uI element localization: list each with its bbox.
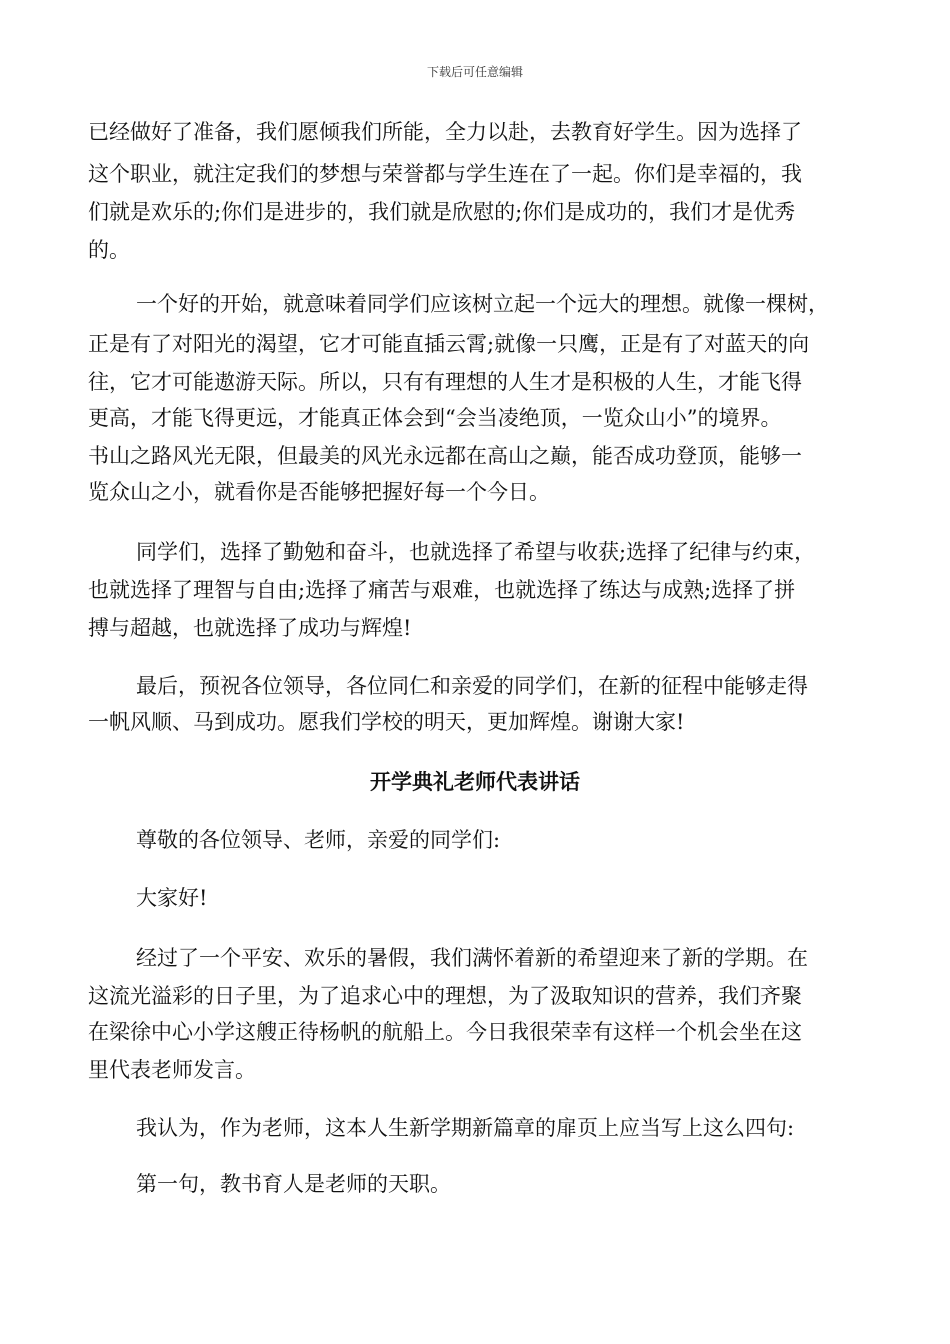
text-line: 一个好的开始，就意味着同学们应该树立起一个远大的理想。就像一棵树， — [136, 292, 829, 316]
text-line: 也就选择了理智与自由;选择了痛苦与艰难，也就选择了练达与成熟;选择了拼 — [88, 578, 796, 602]
text-line: 里代表老师发言。 — [88, 1058, 256, 1082]
text-line: 经过了一个平安、欢乐的暑假，我们满怀着新的希望迎来了新的学期。在 — [136, 946, 808, 970]
page-header: 下载后可任意编辑 — [426, 65, 523, 79]
text-line: 我认为，作为老师，这本人生新学期新篇章的扉页上应当写上这么四句: — [136, 1116, 795, 1140]
text-line: 览众山之小，就看你是否能够把握好每一个今日。 — [88, 480, 550, 504]
text-line: 更高，才能飞得更远，才能真正体会到“会当凌绝顶，一览众山小”的境界。 — [88, 406, 782, 430]
text-line: 已经做好了准备，我们愿倾我们所能，全力以赴，去教育好学生。因为选择了 — [88, 120, 802, 144]
text-line: 最后，预祝各位领导，各位同仁和亲爱的同学们，在新的征程中能够走得 — [136, 674, 808, 698]
text-line: 搏与超越，也就选择了成功与辉煌! — [88, 616, 412, 640]
text-line: 一帆风顺、马到成功。愿我们学校的明天，更加辉煌。谢谢大家! — [88, 710, 685, 734]
text-line: 这流光溢彩的日子里，为了追求心中的理想，为了汲取知识的营养，我们齐聚 — [88, 984, 802, 1008]
text-line: 们就是欢乐的;你们是进步的，我们就是欣慰的;你们是成功的，我们才是优秀 — [88, 200, 796, 224]
text-line: 正是有了对阳光的渴望，它才可能直插云霄;就像一只鹰，正是有了对蓝天的向 — [88, 332, 810, 356]
text-line: 同学们，选择了勤勉和奋斗，也就选择了希望与收获;选择了纪律与约束， — [136, 540, 816, 564]
text-line: 尊敬的各位领导、老师，亲爱的同学们: — [136, 828, 501, 852]
text-line: 在梁徐中心小学这艘正待杨帆的航船上。今日我很荣幸有这样一个机会坐在这 — [88, 1020, 802, 1044]
text-line: 第一句，教书育人是老师的天职。 — [136, 1172, 451, 1196]
text-line: 大家好! — [136, 886, 208, 910]
text-line: 往，它才可能遨游天际。所以，只有有理想的人生才是积极的人生，才能飞得 — [88, 370, 802, 394]
section-title: 开学典礼老师代表讲话 — [370, 769, 580, 794]
text-line: 的。 — [88, 238, 130, 262]
text-line: 这个职业，就注定我们的梦想与荣誉都与学生连在了一起。你们是幸福的，我 — [88, 162, 802, 186]
text-line: 书山之路风光无限，但最美的风光永远都在高山之巅，能否成功登顶，能够一 — [88, 444, 802, 468]
